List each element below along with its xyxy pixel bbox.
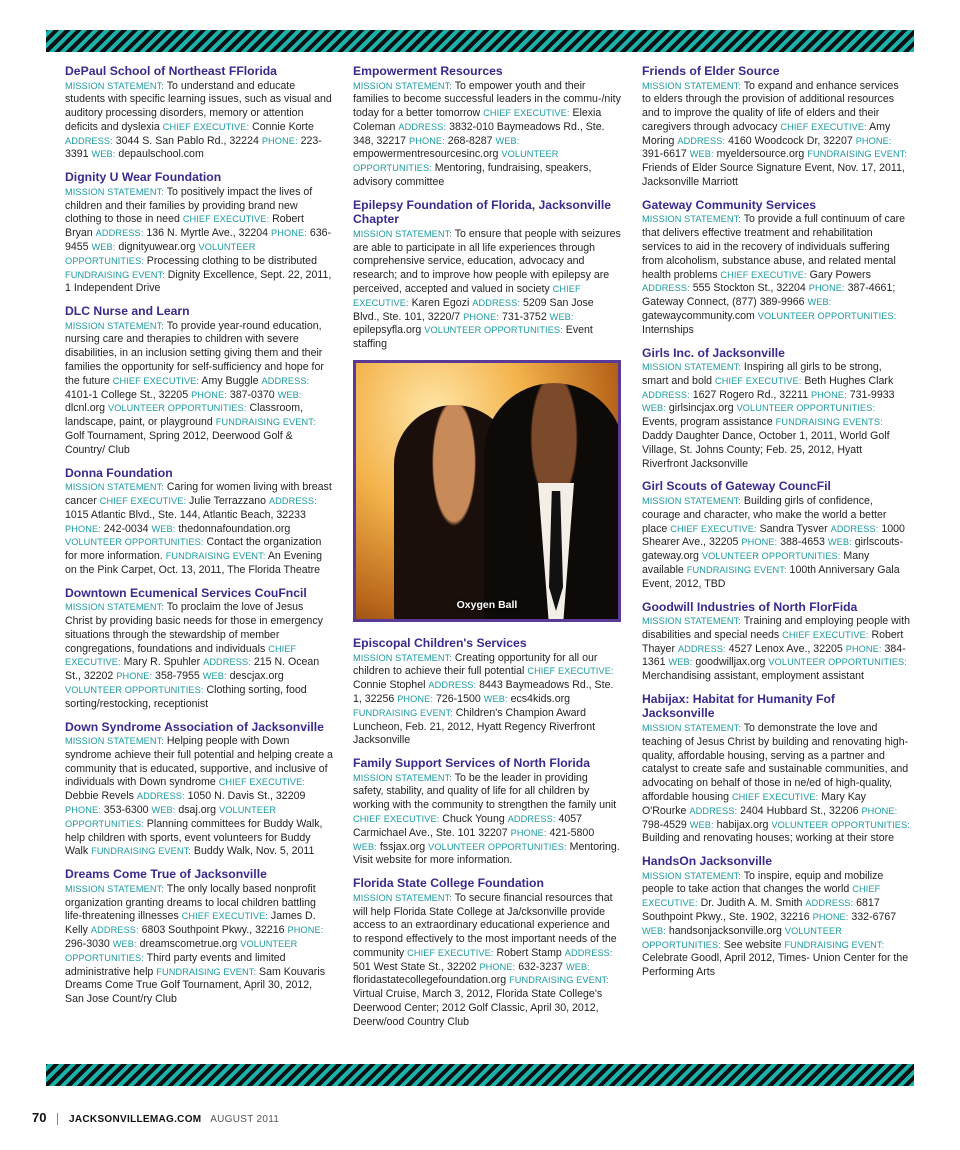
field-label: VOLUNTEER OPPORTUNITIES: — [65, 241, 256, 266]
field-value: Amy Buggle — [201, 374, 259, 387]
field-value: To understand and educate students with specific learning issues, such as visual and auditory processing disorders, memory or attention deficits and dyslexia — [65, 79, 332, 133]
field-value: 4057 Carmichael Ave., Ste. 101 32207 — [353, 813, 583, 839]
field-label: MISSION STATEMENT: — [65, 883, 164, 894]
field-value: The only locally based nonprofit organization granting dreams to local children battling life-threatening illnesses — [65, 882, 316, 923]
field-value: 4160 Woodcock Dr, 32207 — [728, 134, 853, 147]
website-link[interactable]: handsonjacksonville.org — [668, 924, 782, 937]
field-label: PHONE: — [261, 135, 298, 146]
field-label: VOLUNTEER OPPORTUNITIES: — [65, 537, 204, 548]
organization-entry — [353, 64, 621, 190]
website-link[interactable]: ecs4kids.org — [510, 692, 571, 705]
organization-name: Girls Inc. of Jacksonville — [642, 345, 785, 360]
field-value: Elexia Coleman — [353, 107, 602, 133]
field-label: VOLUNTEER OPPORTUNITIES: — [771, 819, 910, 830]
website-link[interactable]: dreamscometrue.org — [139, 937, 238, 950]
field-label: WEB: — [202, 671, 227, 682]
field-value: To ensure that people with seizures are able to participate in all life experiences through comprehensive service, education, advocacy and research; and to improve how people with epilepsy are perceived, accepted and valued in society — [353, 227, 621, 296]
field-label: ADDRESS: — [261, 375, 310, 386]
field-label: MISSION STATEMENT: — [642, 214, 741, 225]
field-label: CHIEF EXECUTIVE: — [218, 777, 306, 788]
organization-entry — [353, 636, 621, 748]
organization-entry — [642, 198, 910, 338]
organization-name: Friends of Elder Source — [642, 64, 780, 78]
field-label: MISSION STATEMENT: — [353, 652, 452, 663]
website-link[interactable]: empowermentresourcesinc.org — [353, 148, 499, 161]
field-label: PHONE: — [510, 827, 547, 838]
website-link[interactable]: fssjax.org — [379, 840, 426, 853]
field-label: MISSION STATEMENT: — [353, 228, 452, 239]
field-value: 268-8287 — [447, 134, 493, 147]
website-link[interactable]: myeldersource.org — [716, 148, 805, 161]
organization-entry — [353, 756, 621, 868]
organization-name: Episcopal Children's Services — [353, 636, 527, 651]
field-label: WEB: — [91, 149, 116, 160]
field-value: Sam Kouvaris Dreams Come True Golf Tournament, April 30, 2012, San Jose Count/ry Club — [65, 965, 325, 1006]
field-label: CHIEF EXECUTIVE: — [181, 911, 268, 922]
field-label: FUNDRAISING EVENT: — [156, 966, 257, 977]
field-value: 6803 Southpoint Pkwy., 32216 — [141, 924, 285, 937]
field-label: VOLUNTEER OPPORTUNITIES: — [108, 403, 247, 414]
field-value: 4101-1 College St., 32205 — [65, 388, 189, 401]
field-value: Amy Moring — [642, 120, 891, 147]
field-value: 388-4653 — [780, 536, 825, 549]
field-label: ADDRESS: — [805, 898, 854, 909]
field-label: WEB: — [827, 537, 852, 548]
field-label: PHONE: — [808, 283, 845, 294]
field-label: CHIEF EXECUTIVE: — [715, 375, 802, 386]
field-value: Beth Hughes Clark — [804, 374, 894, 387]
organization-entry — [65, 466, 333, 578]
field-label: CHIEF EXECUTIVE: — [782, 629, 869, 640]
field-value: Connie Korte — [252, 120, 314, 133]
field-value: Connie Stophel — [353, 679, 426, 692]
field-label: WEB: — [495, 135, 520, 146]
field-value: Friends of Elder Source Signature Event, Nov. 17, 2011, Jacksonville Marriott — [642, 162, 905, 189]
organization-entry — [65, 64, 333, 162]
field-value: 223-3391 — [65, 134, 322, 161]
field-value: 4527 Lenox Ave., 32205 — [728, 642, 843, 655]
field-label: MISSION STATEMENT: — [642, 362, 741, 373]
field-value: 421-5800 — [549, 826, 595, 839]
field-value: An Evening on the Pink Carpet, Oct. 13, 2011, The Florida Theatre — [65, 550, 323, 576]
field-value: Robert Thayer — [642, 628, 904, 655]
field-value: 636-9455 — [65, 227, 332, 253]
organization-name: Florida State College Foundation — [353, 876, 544, 891]
field-value: Buddy Walk, Nov. 5, 2011 — [193, 845, 315, 858]
field-label: CHIEF EXECUTIVE: — [731, 791, 819, 802]
field-label: WEB: — [565, 961, 590, 972]
website-link[interactable]: dignityuwear.org — [118, 240, 196, 253]
field-value: Daddy Daughter Dance, October 1, 2011, World Golf Village, St. Johns County; Feb. 25, 2012, Hyatt Riverfront Jacksonville — [642, 430, 890, 470]
photo-caption: Oxygen Ball — [456, 599, 518, 612]
field-label: ADDRESS: — [472, 297, 521, 308]
field-value: Building and renovating houses; working at their store — [642, 832, 895, 845]
field-label: VOLUNTEER OPPORTUNITIES: — [428, 841, 567, 852]
field-value: Helping people with Down syndrome achieve their full potential and helping create a community that is educated, supportive, and inclusive of individuals with Down syndrome — [65, 735, 333, 789]
field-value: Robert Bryan — [65, 213, 304, 240]
field-value: 8443 Baymeadows Rd., Ste. 1, 32256 — [353, 679, 614, 705]
field-value: Caring for women living with breast cancer — [65, 481, 332, 507]
field-label: WEB: — [642, 403, 666, 414]
field-label: ADDRESS: — [642, 389, 690, 400]
field-label: PHONE: — [845, 643, 882, 654]
field-label: MISSION STATEMENT: — [353, 892, 452, 903]
field-value: Golf Tournament, Spring 2012, Deerwood Golf & Country/ Club — [65, 430, 293, 456]
field-label: FUNDRAISING EVENT: — [353, 707, 453, 718]
organization-name: Gateway Community Services — [642, 197, 817, 212]
field-value: Creating opportunity for all our children to achieve their full potential — [353, 651, 598, 678]
field-label: WEB: — [807, 297, 832, 308]
field-value: 731-3752 — [501, 310, 547, 323]
field-value: 731-9933 — [849, 388, 895, 401]
field-value: James D. Kelly — [65, 910, 316, 937]
website-link[interactable]: habijax.org — [716, 818, 769, 831]
column-1 — [65, 64, 333, 1015]
field-value: To provide year-round education, nursing care and therapies to children with severe disabilities, in an inclusion setting giving them and their families the opportunity for self-sufficiency and hope for the future — [65, 319, 324, 387]
field-value: 726-1500 — [435, 692, 481, 705]
page-number: 70 — [32, 1110, 47, 1125]
field-label: FUNDRAISING EVENT: — [165, 551, 266, 562]
field-value: Internships — [642, 323, 694, 336]
field-label: MISSION STATEMENT: — [65, 736, 164, 747]
field-value: To empower youth and their families to become successful leaders in the commu-/nity today for a better tomorrow — [353, 79, 621, 120]
field-value: Events, program assistance — [642, 416, 773, 429]
field-value: 384-1361 — [642, 642, 906, 669]
field-value: Inspiring all girls to be strong, smart and bold — [642, 361, 882, 387]
field-label: ADDRESS: — [642, 283, 690, 294]
field-label: PHONE: — [861, 805, 898, 816]
field-label: PHONE: — [65, 805, 101, 816]
field-label: MISSION STATEMENT: — [642, 616, 741, 626]
field-value: 6817 Southpoint Pkwy., Ste. 1902, 32216 — [642, 897, 880, 924]
field-value: Debbie Revels — [65, 790, 134, 803]
field-label: CHIEF EXECUTIVE: — [780, 121, 867, 132]
website-link[interactable]: girlscouts-gateway.org — [642, 536, 903, 563]
field-label: PHONE: — [65, 523, 101, 534]
field-value: Sandra Tysver — [759, 522, 828, 535]
field-value: To provide a full continuum of care that delivers effective treatment and rehabilitation services to aid in the recovery of individuals suffering from alcoholism, substance abuse, and related mental health problems — [642, 213, 906, 281]
website-link[interactable]: goodwilljax.org — [695, 656, 766, 669]
field-label: WEB: — [151, 523, 176, 534]
field-value: Celebrate Goodl, April 2012, Times- Union Center for the Performing Arts — [642, 952, 909, 979]
organization-entry — [65, 867, 333, 1007]
field-label: ADDRESS: — [564, 947, 613, 958]
field-value: 242-0034 — [103, 522, 149, 535]
field-label: FUNDRAISING EVENT: — [784, 939, 885, 950]
field-value: To secure financial resources that will help Florida State College at Ja/cksonville provide access to an extraordinary educational experience and to respond effectively to the most important needs of the community — [353, 891, 617, 959]
field-label: PHONE: — [810, 389, 847, 400]
field-value: Event staffing — [353, 324, 593, 351]
field-value: 632-3237 — [518, 960, 563, 973]
field-label: CHIEF EXECUTIVE: — [182, 214, 270, 225]
field-label: CHIEF EXECUTIVE: — [112, 375, 200, 386]
field-value: Karen Egozi — [411, 296, 470, 309]
column-3 — [642, 64, 910, 988]
field-value: Virtual Cruise, March 3, 2012, Florida State College's Deerwood Center; 2012 Golf Classic, April 30, 2012, Deerw/ood Country Club — [353, 988, 603, 1028]
field-label: CHIEF EXECUTIVE: — [670, 523, 757, 534]
field-value: 3044 S. San Pablo Rd., 32224 — [115, 134, 259, 147]
field-label: CHIEF EXECUTIVE: — [407, 947, 494, 958]
field-label: WEB: — [151, 805, 176, 816]
organization-name: Habijax: Habitat for Humanity Fof Jacksonville — [642, 691, 835, 721]
website-link[interactable]: thedonnafoundation.org — [178, 522, 291, 535]
field-label: PHONE: — [855, 135, 892, 146]
organization-name: HandsOn Jacksonville — [642, 854, 773, 869]
field-value: 391-6617 — [642, 148, 687, 161]
field-label: WEB: — [91, 241, 116, 252]
field-value: Merchandising assistant, employment assistant — [642, 670, 864, 683]
organization-name: DePaul School of Northeast FFlorida — [65, 64, 277, 78]
field-value: Processing clothing to be distributed — [146, 254, 317, 267]
field-label: ADDRESS: — [428, 680, 477, 691]
field-label: CHIEF EXECUTIVE: — [642, 884, 881, 909]
field-label: MISSION STATEMENT: — [65, 602, 164, 613]
field-label: PHONE: — [116, 671, 153, 682]
organization-entry — [65, 170, 333, 296]
organization-name: Downtown Ecumenical Services CouFncil — [65, 585, 307, 600]
field-label: WEB: — [277, 389, 302, 400]
field-label: FUNDRAISING EVENT: — [65, 269, 165, 280]
organization-name: Goodwill Industries of North FlorFida — [642, 599, 858, 614]
field-label: PHONE: — [287, 925, 324, 936]
website-link[interactable]: descjax.org — [229, 670, 284, 683]
field-label: CHIEF EXECUTIVE: — [99, 495, 187, 506]
organization-entry — [65, 586, 333, 712]
field-label: ADDRESS: — [507, 814, 556, 825]
field-value: Dr. Judith A. M. Smith — [700, 897, 803, 910]
field-label: PHONE: — [463, 311, 499, 322]
field-value: To be the leader in providing safety, stability, and quality of life for all children by working with the community to strengthen the family unit — [353, 771, 617, 812]
field-value: Mary R. Spuhler — [123, 656, 201, 669]
field-value: 387-4661; Gateway Connect, (877) 389-9966 — [642, 282, 896, 309]
organization-entry — [642, 854, 910, 980]
field-label: MISSION STATEMENT: — [642, 495, 741, 506]
field-label: WEB: — [483, 693, 508, 704]
field-label: VOLUNTEER OPPORTUNITIES: — [768, 657, 907, 668]
organization-entry — [642, 479, 910, 591]
field-value: 1050 N. Davis St., 32209 — [187, 790, 306, 803]
field-value: To demonstrate the love and teaching of Jesus Christ by building and renovating high-quality, affordable housing, serving as a partner and catalyst to create safe and sustainable communities, and advocating on behalf of those in ne/ed of high-quality, affordable housing — [642, 721, 909, 803]
organization-name: Girl Scouts of Gateway CouncFil — [642, 479, 831, 494]
organization-entry — [642, 64, 910, 190]
column-2 — [353, 64, 621, 1038]
field-label: WEB: — [668, 657, 693, 668]
organization-name: Family Support Services of North Florida — [353, 756, 591, 771]
organization-name: Down Syndrome Association of Jacksonville — [65, 719, 324, 734]
field-label: CHIEF EXECUTIVE: — [65, 643, 297, 668]
field-label: ADDRESS: — [398, 121, 447, 132]
field-label: MISSION STATEMENT: — [65, 80, 164, 91]
field-label: CHIEF EXECUTIVE: — [162, 121, 250, 132]
field-value: 387-0370 — [229, 388, 275, 401]
field-label: WEB: — [549, 311, 574, 322]
field-value: To expand and enhance services to elders through the provision of additional resources and to improve the quality of life of elders and their caregivers through advocacy — [642, 79, 899, 133]
organization-name: Epilepsy Foundation of Florida, Jacksonville Chapter — [353, 197, 612, 227]
field-value: 555 Stockton St., 32204 — [692, 282, 806, 295]
field-value: 1000 Shearer Ave., 32205 — [642, 522, 905, 549]
organization-entry — [65, 304, 333, 457]
field-value: To inspire, equip and mobilize people to take action that changes the world — [642, 869, 884, 896]
field-label: ADDRESS: — [136, 791, 185, 802]
field-label: MISSION STATEMENT: — [65, 320, 164, 331]
field-value: Mary Kay O'Rourke — [642, 790, 866, 817]
website-link[interactable]: dlcnl.org — [65, 402, 106, 415]
website-link[interactable]: dsaj.org — [178, 804, 217, 817]
field-label: PHONE: — [271, 228, 307, 239]
event-photo — [353, 360, 621, 622]
field-value: 296-3030 — [65, 937, 110, 950]
field-label: PHONE: — [397, 693, 434, 704]
field-value: Third party events and limited administrative help — [65, 951, 286, 978]
field-label: FUNDRAISING EVENT: — [91, 846, 191, 857]
field-label: ADDRESS: — [90, 925, 139, 936]
organization-name: DLC Nurse and Learn — [65, 304, 190, 319]
field-label: MISSION STATEMENT: — [353, 80, 452, 91]
field-label: PHONE: — [479, 961, 516, 972]
field-label: WEB: — [112, 938, 137, 949]
website-link[interactable]: floridastatecollegefoundation.org — [353, 974, 507, 987]
field-value: 215 N. Ocean St., 32202 — [65, 656, 320, 683]
field-value: 1015 Atlantic Blvd., Ste. 144, Atlantic Beach, 32233 — [65, 508, 306, 521]
field-label: ADDRESS: — [830, 523, 879, 534]
website-link[interactable]: girlsincjax.org — [668, 402, 734, 415]
organization-entry — [353, 198, 621, 352]
organization-entry — [642, 692, 910, 846]
organization-entry — [353, 876, 621, 1029]
field-value: Mentoring, fundraising, speakers, advisory committee — [353, 162, 592, 189]
organization-entry — [642, 346, 910, 472]
field-label: FUNDRAISING EVENT: — [215, 417, 316, 428]
field-value: Children's Champion Award Luncheon, Feb. 21, 2012, Hyatt Regency Riverfront Jacksonville — [353, 706, 596, 747]
organization-name: Dignity U Wear Foundation — [65, 170, 222, 185]
field-value: To proclaim the love of Jesus Christ by providing basic needs for those in emergency situations through the stewardship of member congregations, foundations and individuals — [65, 601, 323, 655]
field-value: 798-4529 — [642, 818, 687, 831]
field-value: Building girls of confidence, courage and character, who make the world a better place — [642, 494, 887, 535]
field-label: FUNDRAISING EVENTS: — [775, 417, 883, 428]
field-label: MISSION STATEMENT: — [65, 482, 164, 493]
field-label: VOLUNTEER OPPORTUNITIES: — [424, 325, 563, 336]
field-label: PHONE: — [191, 389, 227, 400]
field-value: Mentoring. Visit website for more information. — [353, 840, 620, 867]
footer-divider — [57, 1113, 58, 1125]
field-value: 100th Anniversary Gala Event, 2012, TBD — [642, 563, 900, 590]
field-label: ADDRESS: — [65, 135, 113, 146]
field-label: CHIEF EXECUTIVE: — [527, 666, 614, 677]
field-label: ADDRESS: — [677, 643, 726, 654]
field-value: Training and employing people with disabilities and special needs — [642, 615, 910, 641]
field-value: 358-7955 — [155, 670, 200, 683]
field-label: VOLUNTEER OPPORTUNITIES: — [757, 310, 897, 321]
field-value: Dignity Excellence, Sept. 22, 2011, 1 Independent Drive — [65, 268, 332, 295]
field-value: Robert Stamp — [496, 946, 562, 959]
field-value: Planning committees for Buddy Walk, help children with sports, event volunteers for Buddy Walk — [65, 817, 323, 858]
field-label: CHIEF EXECUTIVE: — [353, 814, 440, 825]
field-label: WEB: — [689, 149, 714, 160]
field-label: WEB: — [642, 925, 666, 936]
field-value: 1627 Rogero Rd., 32211 — [692, 388, 808, 401]
field-label: PHONE: — [741, 537, 778, 548]
field-value: Chuck Young — [442, 813, 505, 826]
field-value: Gary Powers — [809, 268, 871, 281]
field-value: 5209 San Jose Blvd., Ste. 101, 3220/7 — [353, 296, 594, 323]
field-label: MISSION STATEMENT: — [642, 80, 741, 91]
field-value: Contact the organization for more information. — [65, 536, 322, 563]
website-link[interactable]: gatewaycommunity.com — [642, 309, 755, 322]
field-value: Classroom, landscape, paint, or playground — [65, 402, 304, 429]
field-value: See website — [723, 938, 782, 951]
field-value: 2404 Hubbard St., 32206 — [740, 804, 859, 817]
field-label: VOLUNTEER OPPORTUNITIES: — [642, 925, 842, 950]
field-value: Clothing sorting, food sorting/restocking, receptionist — [65, 683, 307, 710]
field-label: VOLUNTEER OPPORTUNITIES: — [701, 551, 841, 562]
field-value: To positively impact the lives of children and their families by providing brand new clothing to those in need — [65, 185, 313, 226]
field-label: WEB: — [353, 841, 377, 852]
website-link[interactable]: depaulschool.com — [118, 148, 204, 161]
field-value: 3832-010 Baymeadows Rd., Ste. 348, 32217 — [353, 120, 605, 147]
field-value: 332-6767 — [851, 911, 897, 924]
field-label: VOLUNTEER OPPORTUNITIES: — [65, 684, 204, 695]
field-label: ADDRESS: — [203, 657, 251, 668]
field-label: VOLUNTEER OPPORTUNITIES: — [736, 403, 876, 414]
field-label: CHIEF EXECUTIVE: — [483, 108, 570, 119]
field-label: ADDRESS: — [677, 135, 726, 146]
field-value: 353-6300 — [103, 804, 149, 817]
field-label: VOLUNTEER OPPORTUNITIES: — [65, 805, 277, 829]
organization-name: Donna Foundation — [65, 465, 173, 480]
website-link[interactable]: JACKSONVILLEMAG.COM — [69, 1114, 202, 1125]
organization-name: Dreams Come True of Jacksonville — [65, 867, 267, 882]
page-footer — [32, 1110, 279, 1125]
field-label: PHONE: — [812, 912, 849, 923]
field-label: FUNDRAISING EVENT: — [686, 564, 787, 575]
field-label: PHONE: — [408, 135, 445, 146]
decorative-border-bottom — [46, 1064, 914, 1086]
field-label: VOLUNTEER OPPORTUNITIES: — [353, 149, 559, 174]
field-label: ADDRESS: — [268, 495, 317, 506]
organization-entry — [65, 720, 333, 860]
field-label: MISSION STATEMENT: — [65, 186, 164, 197]
field-label: FUNDRAISING EVENT: — [509, 975, 609, 986]
field-label: MISSION STATEMENT: — [353, 772, 452, 783]
field-label: CHIEF EXECUTIVE: — [720, 269, 807, 280]
organization-name: Empowerment Resources — [353, 64, 503, 78]
field-value: Many available — [642, 550, 870, 576]
field-label: VOLUNTEER OPPORTUNITIES: — [65, 938, 298, 963]
website-link[interactable]: epilepsyfla.org — [353, 324, 422, 337]
organization-entry — [642, 600, 910, 684]
field-label: WEB: — [689, 819, 714, 830]
field-label: MISSION STATEMENT: — [642, 722, 741, 733]
field-label: ADDRESS: — [95, 228, 144, 239]
field-value: 136 N. Myrtle Ave., 32204 — [146, 227, 269, 240]
field-value: Julie Terrazzano — [189, 494, 266, 507]
field-label: CHIEF EXECUTIVE: — [353, 284, 581, 308]
issue-date: AUGUST 2011 — [210, 1114, 280, 1125]
field-label: ADDRESS: — [689, 805, 738, 816]
field-label: FUNDRAISING EVENT: — [807, 149, 908, 160]
field-label: MISSION STATEMENT: — [642, 870, 741, 881]
field-value: 501 West State St., 32202 — [353, 960, 477, 973]
decorative-border-top — [46, 30, 914, 52]
